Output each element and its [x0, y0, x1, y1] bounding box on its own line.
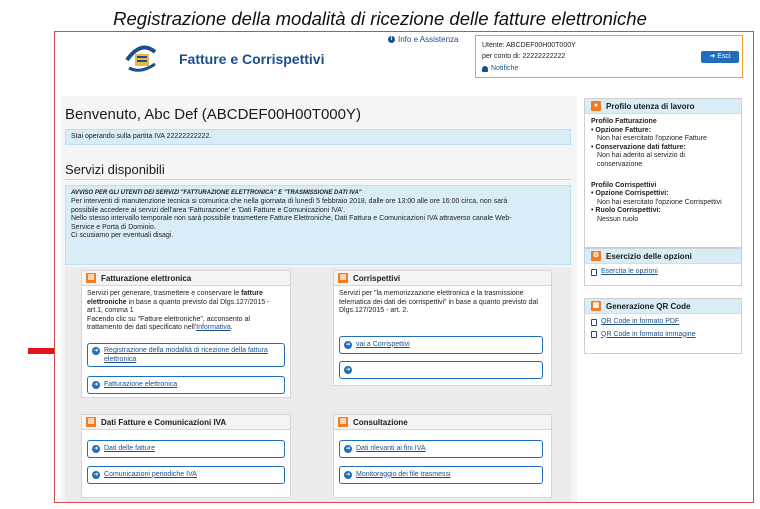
- monitoraggio-button[interactable]: ➜ Monitoraggio dei file trasmessi: [339, 466, 543, 484]
- card-title: Corrispettivi: [353, 273, 401, 283]
- card-title: Consultazione: [353, 417, 408, 427]
- arrow-right-icon: ➜: [93, 446, 99, 452]
- card-fatturazione: ▤ Fatturazione elettronica Servizi per generare, trasmettere e conservare le fatture elettroniche in base a quanto previsto dal Dlgs.127/2015 - art.1, comma 1 Facendo clic su "Fatture elettroniche", acconsento al trattamento dei dati specificato nell'Informativa.: [81, 270, 291, 398]
- notice-title: AVVISO PER GLI UTENTI DEI SERVIZI "FATTURAZIONE ELETTRONICA" E "TRASMISSIONE DATI IVA": [71, 190, 362, 196]
- corrispettivi-second-button[interactable]: [339, 361, 543, 379]
- vai-corrispettivi-button[interactable]: ➜ vai a Corrispettivi: [339, 336, 543, 354]
- notice-line: Ci scusiamo per eventuali disagi.: [71, 232, 174, 240]
- file-icon: [591, 331, 597, 338]
- dati-fatture-button[interactable]: ➜ Dati delle fatture: [87, 440, 285, 458]
- comunicazioni-iva-button[interactable]: ➜ Comunicazioni periodiche IVA: [87, 466, 285, 484]
- qr-image-link[interactable]: QR Code in formato immagine: [591, 331, 735, 340]
- esercita-opzioni-link[interactable]: Esercita le opzioni: [591, 268, 735, 277]
- notice-line: possibile accedere ai servizi dell'area 'Fatturazione' e 'Dati Fatture e Comunicazioni IVA'.: [71, 206, 346, 214]
- arrow-right-icon: ➜: [345, 367, 351, 373]
- page-heading: Registrazione della modalità di ricezione delle fatture elettroniche: [113, 8, 647, 29]
- card-corrispettivi: ▤ Corrispettivi Servizi per "la memorizzazione elettronica e la trasmissione telematica dei dati dei corrispettivi" in base a quanto previsto dal Dlgs.127/2015 - art. 2.: [333, 270, 552, 386]
- portal-window: [54, 31, 754, 503]
- qr-pdf-link[interactable]: QR Code in formato PDF: [591, 318, 735, 327]
- conto-line: per conto di: 22222222222: [482, 53, 566, 60]
- document-icon: ▤: [87, 418, 95, 425]
- partita-iva-notice: Stai operando sulla partita IVA 22222222222.: [65, 129, 571, 145]
- brand-title: Fatture e Corrispettivi: [179, 51, 325, 67]
- fatturazione-elettronica-button[interactable]: ➜ Fatturazione elettronica: [87, 376, 285, 394]
- qr-icon: ▦: [592, 302, 600, 309]
- services-title: Servizi disponibili: [65, 162, 165, 177]
- card-title: Dati Fatture e Comunicazioni IVA: [101, 417, 227, 427]
- arrow-right-icon: ➜: [93, 382, 99, 388]
- arrow-right-icon: ➜: [345, 472, 351, 478]
- notice-line: Service e Porta di Dominio.: [71, 223, 156, 231]
- dati-rilevanti-button[interactable]: ➜ Dati rilevanti ai fini IVA: [339, 440, 543, 458]
- user-line: Utente: ABCDEF00H00T000Y: [482, 42, 576, 49]
- card-title: Fatturazione elettronica: [101, 273, 192, 283]
- sidebar-profilo: ● Profilo utenza di lavoro Profilo Fatturazione • Opzione Fatture: Non hai esercitato l'opzione Fatture • Conservazione dati fatture: Non hai aderito al servizio di conservazione Profilo Corrispettivi • Opzione Corrispettivi: Non hai esercitato l'opzione Corrispettivi • Ruolo Corrispettivi: Nessun ruolo: [584, 98, 742, 248]
- document-icon: ▤: [87, 274, 95, 281]
- sidebar-qr: ▦ Generazione QR Code QR Code in formato PDF QR Code in formato immagine: [584, 298, 742, 354]
- agenzia-entrate-logo-icon: [123, 38, 159, 74]
- bell-icon: [482, 66, 488, 72]
- user-box: [475, 35, 743, 78]
- edit-icon: [591, 269, 597, 276]
- file-icon: [591, 319, 597, 326]
- notice-line: Nello stesso intervallo temporale non sarà possibile trasmettere Fatture Elettroniche, Dati Fattura e Comunicazioni IVA attraverso canale Web-: [71, 215, 512, 223]
- registrazione-ricezione-button[interactable]: ➜ Registrazione della modalità di ricezione della fattura elettronica: [87, 343, 285, 367]
- arrow-right-icon: ➜: [93, 348, 99, 354]
- esci-button[interactable]: ➜ Esci: [701, 51, 739, 63]
- arrow-right-icon: ➜: [345, 342, 351, 348]
- info-assistenza-link[interactable]: i Info e Assistenza: [388, 35, 458, 44]
- maintenance-notice: [65, 185, 571, 265]
- sidebar-esercizio: ⚙ Esercizio delle opzioni Esercita le opzioni: [584, 248, 742, 286]
- notifiche-link[interactable]: Notifiche: [482, 65, 518, 72]
- info-icon: i: [388, 36, 395, 43]
- notice-line: Per interventi di manutenzione tecnica si comunica che nella giornata di lunedì 5 febbraio 2018, dalle ore 13:00 alle ore 16:00 circa, non sarà: [71, 198, 508, 206]
- gear-icon: ⚙: [592, 252, 600, 259]
- welcome-title: Benvenuto, Abc Def (ABCDEF00H00T000Y): [65, 106, 361, 123]
- arrow-right-icon: ➜: [345, 446, 351, 452]
- user-icon: ●: [591, 101, 601, 111]
- document-icon: ▤: [339, 418, 347, 425]
- divider: [65, 179, 571, 180]
- header: [55, 32, 753, 92]
- document-icon: ▤: [339, 274, 347, 281]
- arrow-right-icon: ➜: [93, 472, 99, 478]
- informativa-link[interactable]: Informativa: [196, 324, 231, 331]
